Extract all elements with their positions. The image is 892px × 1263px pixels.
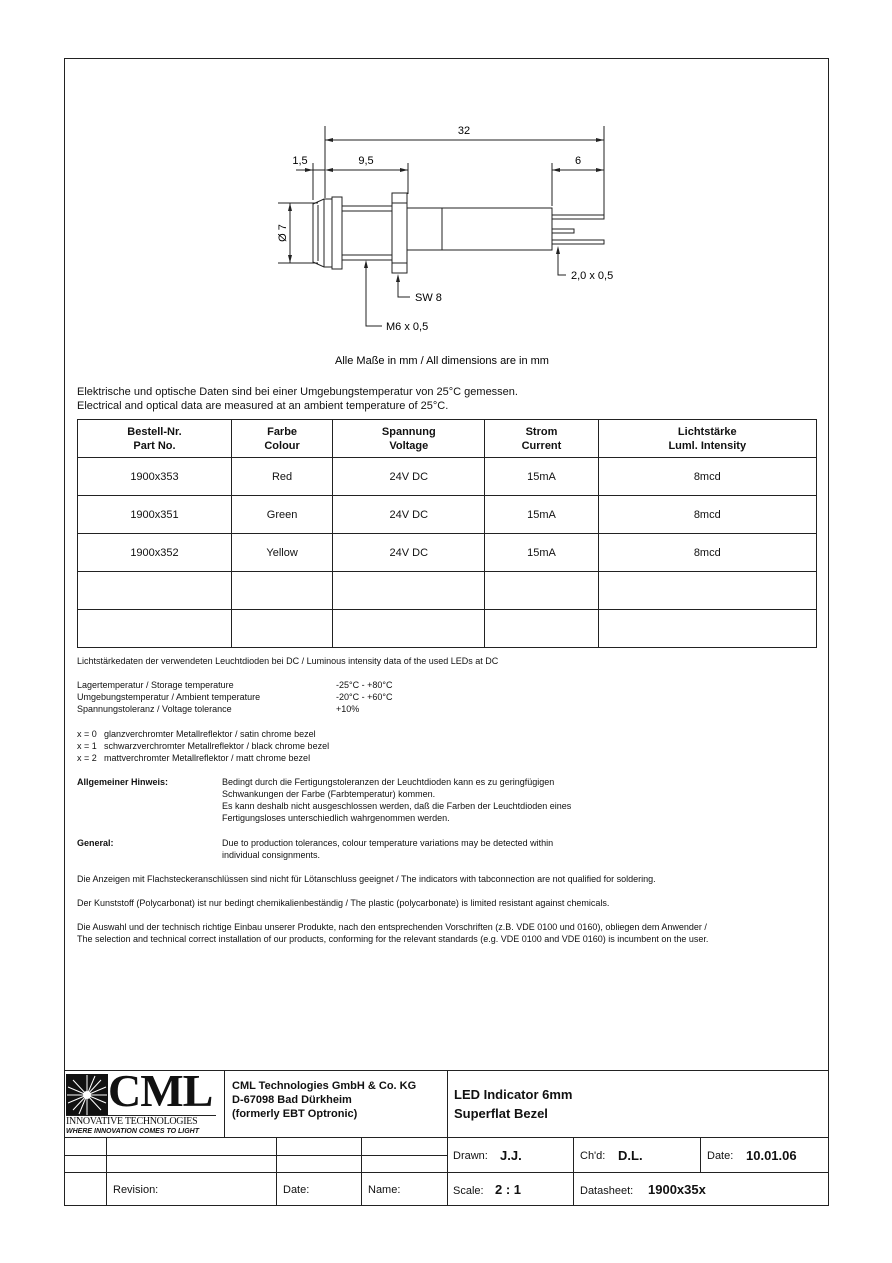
bezel-key-1: x = 1 [77, 741, 97, 751]
cell-voltage: 24V DC [333, 458, 485, 496]
checked-label: Ch'd: [580, 1150, 606, 1162]
intro-en: Electrical and optical data are measured at an ambient temperature of 25°C. [77, 400, 449, 412]
cell-intensity: 8mcd [598, 458, 816, 496]
cell-current [485, 610, 598, 648]
ambient-temp-label: Umgebungstemperatur / Ambient temperature [77, 692, 261, 702]
cell-colour: Red [231, 458, 332, 496]
cell-part-no: 1900x352 [78, 534, 232, 572]
revision-name-label: Name: [368, 1184, 401, 1196]
dim-diameter: Ø 7 [277, 224, 289, 242]
cell-part-no: 1900x353 [78, 458, 232, 496]
bezel-key-0: x = 0 [77, 729, 97, 739]
bezel-text-2: mattverchromter Metallreflektor / matt chrome bezel [104, 753, 311, 763]
bezel-text-1: schwarzverchromter Metallreflektor / black chrome bezel [104, 741, 330, 751]
header-intensity: Lichtstärke Luml. Intensity [598, 420, 816, 458]
header-voltage: Spannung Voltage [333, 420, 485, 458]
bezel-text-0: glanzverchromter Metallreflektor / satin chrome bezel [104, 729, 316, 739]
cell-voltage: 24V DC [333, 534, 485, 572]
company-former-name: (formerly EBT Optronic) [232, 1108, 358, 1120]
cell-colour: Yellow [231, 534, 332, 572]
cell-voltage: 24V DC [333, 496, 485, 534]
dimension-caption: Alle Maße in mm / All dimensions are in mm [335, 355, 549, 367]
drawing-title: LED Indicator 6mm [454, 1087, 573, 1102]
cell-intensity: 8mcd [598, 534, 816, 572]
plastic-note: Der Kunststoff (Polycarbonat) ist nur bedingt chemikalienbeständig / The plastic (polycarbonate) is limited resistant against chemicals. [77, 898, 610, 908]
cell-current [485, 572, 598, 610]
cell-intensity: 8mcd [598, 496, 816, 534]
table-header-row [78, 420, 817, 458]
company-name: CML Technologies GmbH & Co. KG [232, 1080, 417, 1092]
installation-note-de: Die Auswahl und der technisch richtige Einbau unserer Produkte, nach den entsprechenden Vorschriften (z.B. VDE 0100 und 0160), obliegen dem Anwender / [77, 922, 707, 932]
cell-intensity [598, 572, 816, 610]
general-de-label: Allgemeiner Hinweis: [77, 777, 169, 787]
voltage-tolerance-label: Spannungstoleranz / Voltage tolerance [77, 704, 232, 714]
drawing-subtitle: Superflat Bezel [454, 1106, 548, 1121]
cell-current: 15mA [485, 496, 598, 534]
bezel-key-2: x = 2 [77, 753, 97, 763]
logo-wordmark: CML [108, 1065, 213, 1116]
cell-colour: Green [231, 496, 332, 534]
label-sw: SW 8 [415, 292, 442, 304]
logo-tagline: WHERE INNOVATION COMES TO LIGHT [66, 1128, 199, 1135]
date-label: Date: [707, 1150, 734, 1162]
company-address: D-67098 Bad Dürkheim [232, 1094, 352, 1106]
dim-body: 9,5 [358, 155, 374, 167]
drawn-value: J.J. [500, 1148, 522, 1163]
cell-part-no [78, 610, 232, 648]
revision-date-label: Date: [283, 1184, 310, 1196]
revision-label: Revision: [113, 1184, 159, 1196]
header-colour: Farbe Colour [231, 420, 332, 458]
label-pin: 2,0 x 0,5 [571, 270, 614, 282]
storage-temp-value: -25°C - +80°C [336, 680, 393, 690]
storage-temp-label: Lagertemperatur / Storage temperature [77, 680, 234, 690]
logo-subtitle: INNOVATIVE TECHNOLOGIES [66, 1115, 216, 1127]
cell-voltage [333, 610, 485, 648]
general-de-line: Fertigungsloses unterschiedlich wahrgenommen werden. [222, 813, 450, 823]
dim-tab: 6 [574, 155, 582, 167]
label-thread: M6 x 0,5 [386, 321, 429, 333]
dim-bezel: 1,5 [292, 155, 308, 167]
installation-note-en: The selection and technical correct installation of our products, conforming for the relevant standards (e.g. VDE 0100 and VDE 0160) is incumbent on the user. [77, 934, 709, 944]
general-de-line: Es kann deshalb nicht ausgeschlossen werden, daß die Farben der Leuchtdioden eines [222, 801, 572, 811]
drawn-label: Drawn: [453, 1150, 488, 1162]
cell-colour [231, 610, 332, 648]
ambient-temp-value: -20°C - +60°C [336, 692, 393, 702]
general-en-line: individual consignments. [222, 850, 321, 860]
cell-voltage [333, 572, 485, 610]
dim-overall: 32 [457, 125, 471, 137]
checked-value: D.L. [618, 1148, 643, 1163]
table-row [78, 496, 817, 534]
date-value: 10.01.06 [746, 1148, 797, 1163]
cell-intensity [598, 610, 816, 648]
voltage-tolerance-value: +10% [336, 704, 360, 714]
datasheet-label: Datasheet: [580, 1185, 634, 1197]
cell-part-no [78, 572, 232, 610]
cell-part-no: 1900x351 [78, 496, 232, 534]
intensity-note: Lichtstärkedaten der verwendeten Leuchtdioden bei DC / Luminous intensity data of the used LEDs at DC [77, 656, 499, 666]
cell-colour [231, 572, 332, 610]
scale-label: Scale: [453, 1185, 484, 1197]
header-current: Strom Current [485, 420, 598, 458]
general-de-line: Bedingt durch die Fertigungstoleranzen der Leuchtdioden kann es zu geringfügigen [222, 777, 555, 787]
header-part-no: Bestell-Nr. Part No. [78, 420, 232, 458]
datasheet-value: 1900x35x [648, 1182, 706, 1197]
table-row [78, 458, 817, 496]
table-row [78, 610, 817, 648]
cell-current: 15mA [485, 458, 598, 496]
logo-burst-icon [66, 1074, 108, 1116]
general-de-line: Schwankungen der Farbe (Farbtemperatur) kommen. [222, 789, 436, 799]
tab-connection-note: Die Anzeigen mit Flachsteckeranschlüssen sind nicht für Lötanschluss geeignet / The indicators with tabconnection are not qualified for soldering. [77, 874, 656, 884]
spec-table [77, 419, 817, 648]
intro-de: Elektrische und optische Daten sind bei einer Umgebungstemperatur von 25°C gemessen. [77, 386, 518, 398]
general-en-line: Due to production tolerances, colour temperature variations may be detected within [222, 838, 554, 848]
cell-current: 15mA [485, 534, 598, 572]
scale-value: 2 : 1 [495, 1182, 522, 1197]
table-row [78, 572, 817, 610]
technical-drawing [0, 0, 892, 370]
table-row [78, 534, 817, 572]
general-en-label: General: [77, 838, 114, 848]
